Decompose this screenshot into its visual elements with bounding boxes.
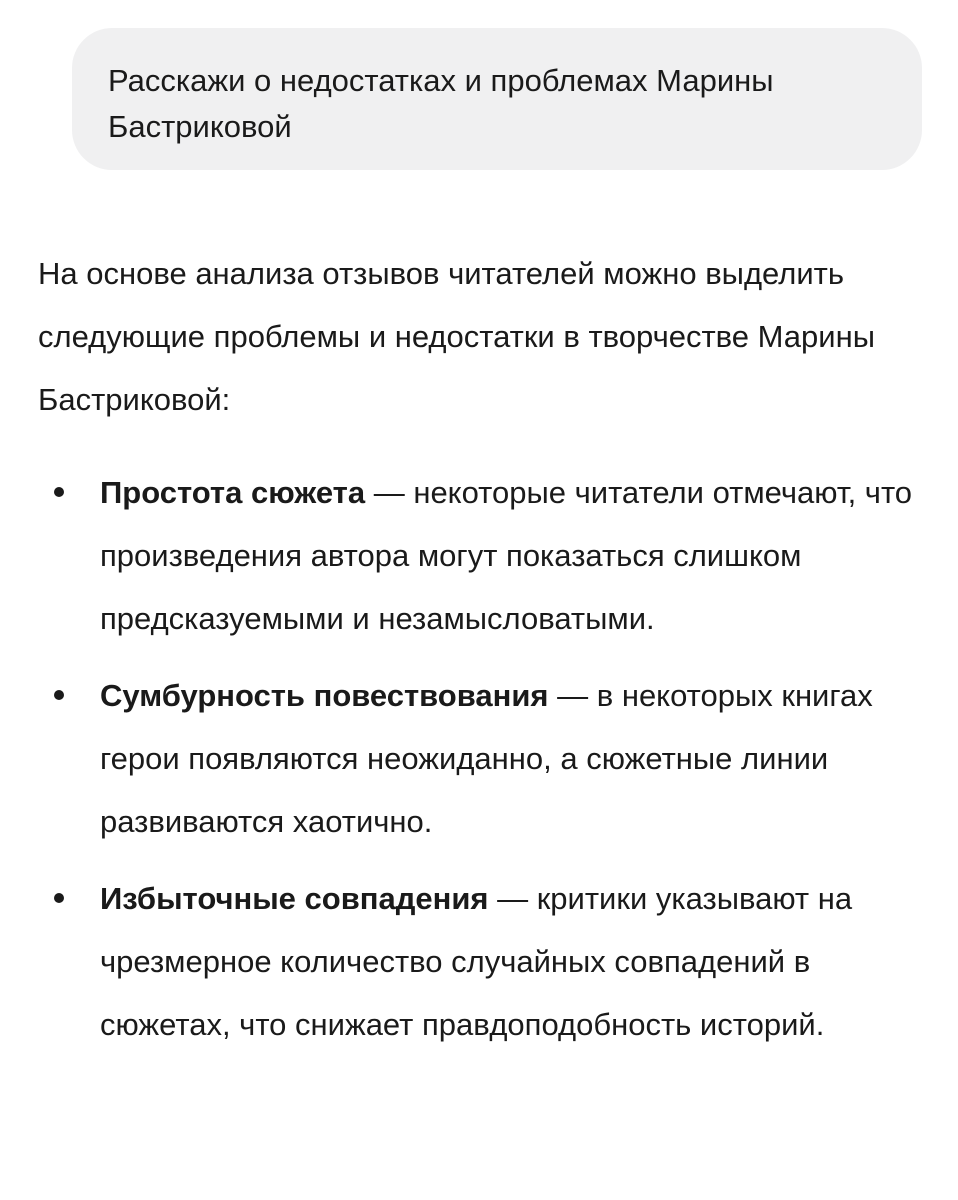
point-text: — в некоторых книгах герои появляются неожиданно, а сюжетные линии развиваются хаотично. [100, 678, 873, 839]
point-text: — критики указывают на чрезмерное количество случайных совпадений в сюжетах, что снижает правдоподобность историй. [100, 881, 853, 1042]
list-item [38, 461, 918, 650]
bullet-icon [54, 893, 64, 903]
assistant-points-list [38, 461, 918, 1056]
point-title: Сумбурность повествования [100, 678, 549, 713]
list-item [38, 664, 918, 853]
user-message-text: Расскажи о недостатках и проблемах Марины Бастриковой [108, 63, 774, 144]
assistant-intro-text: На основе анализа отзывов читателей можно выделить следующие проблемы и недостатки в творчестве Марины Бастриковой: [38, 256, 875, 417]
user-message-bubble [72, 28, 922, 170]
bullet-icon [54, 690, 64, 700]
point-title: Избыточные совпадения [100, 881, 489, 916]
point-title: Простота сюжета [100, 475, 366, 510]
list-item [38, 867, 918, 1056]
bullet-icon [54, 487, 64, 497]
point-text: — некоторые читатели отмечают, что произведения автора могут показаться слишком предсказуемыми и незамысловатыми. [100, 475, 913, 636]
assistant-message [38, 242, 918, 1070]
